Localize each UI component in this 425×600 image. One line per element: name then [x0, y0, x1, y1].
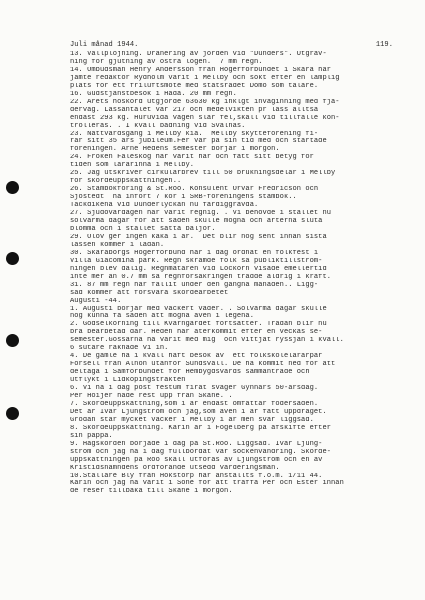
text-line: rar sitt 35 års jubileum.Fer var på sin tid med och startade	[70, 138, 327, 146]
text-line: plats för ett friluftsmöte med statsrådet Domö som talare.	[70, 82, 319, 90]
text-line: sin pappa.	[70, 432, 113, 440]
punch-hole	[6, 252, 19, 265]
text-line: jämte redaktör Rydholm varit i Mellby och sökt efter en lämplig	[70, 74, 340, 82]
text-line: för skördeuppskattningen..	[70, 178, 182, 186]
text-line: 22. Årets höskörd utgjorde 63630 kg inklgt inväginning med fjä-	[70, 98, 340, 106]
text-line: 9. Hägskörden började i dag på St.Roo. Liggsäd. Ivar Ljung-	[70, 440, 323, 448]
typed-text-body	[70, 42, 405, 496]
text-line: Augusti -44.	[70, 297, 122, 305]
text-line: 24. Fröken Faleskog har varit här och fått sitt betyg för	[70, 154, 314, 162]
text-line: blomma och i stället sätta baljor.	[70, 225, 216, 233]
text-line: 13. Vallplöjning. Dränering av jorden vid "Dunders". Utgräv-	[70, 51, 327, 58]
text-line: deltaga i Samförbundet för Hembygdsvårds sammanträde och	[70, 369, 310, 377]
text-line: nog kunna få säden att mogna även i legena.	[70, 313, 254, 321]
text-line: 27. Sjudovardagen har varit regnig. . Vi behövde i stället nu	[70, 210, 332, 218]
text-line: 25. Jag utskriver cirkulärbrev till 50 brukningsdelar i Mellby	[70, 170, 336, 178]
punch-hole	[6, 407, 19, 420]
text-line: trolleras. . I kväll badning vid Svalnäs.	[70, 122, 246, 130]
text-line: Villa Giacomina park. Regn skrämde folk så publiktillström-	[70, 257, 323, 265]
text-line: 4. De gamle ha i kväll haft besök av ett folkskolelärarpar	[70, 353, 323, 361]
text-line: utflykt i Lidköpingstrakten	[70, 377, 186, 385]
text-line: Forsell från Alnön utanför Sundsvall. De ha kommit ned för att	[70, 361, 336, 369]
text-line: Per Höijer hade rest upp från Skåne. .	[70, 392, 233, 400]
text-line: solvarma dagar för att säden skulle mogna och ärterna sluta	[70, 218, 323, 226]
text-line: 6 sutare räknade vi in.	[70, 345, 169, 353]
text-line: 16. Gudstjänstbesök i Håda. 20 mm regn.	[70, 90, 237, 98]
text-line: bra bearbetad där. Hedén har återkommit efter en veckas se-	[70, 329, 323, 337]
text-line: 2. Gödselkörning till Kvarngärdet fortsätter. Trädan blir nu	[70, 321, 327, 329]
text-line: 30. Skaraborgs Högerförbund har i dag ordnat en folkfest i	[70, 249, 319, 257]
text-line: säd kommer att försvåra skördearbetet	[70, 289, 229, 297]
text-line: föreningen. Arne Hedéns semester börjar i morgon.	[70, 146, 280, 154]
text-line: 1. Augusti börjar med vackert väder. . Solvarma dagar skulle	[70, 305, 327, 313]
text-line: 8. Skördeuppskattning. Karin är i Fogelberg på afskifte efter	[70, 424, 332, 432]
punch-hole	[6, 181, 19, 194]
punch-hole	[6, 334, 19, 347]
text-line: lassen kommer i ladan.	[70, 241, 165, 249]
text-line: ning för gjutning av östra logen. 7 mm regn.	[70, 58, 263, 66]
text-line: semester.Gossarna ha varit med mig och vittjat ryssjan i kväll.	[70, 337, 344, 345]
text-line: de reser tillbaka till Skåne i morgon.	[70, 488, 233, 496]
text-line: 7. Skördeuppskattning,som i år endast omfattar fodersäden.	[70, 400, 319, 408]
text-line: 23. Nattvardsgång i Mellby kia. Mellby skytteförening fi-	[70, 130, 319, 138]
text-line: 10.Stallare Bly från Hökstorp har anställts f.o.m. 1/11 44.	[70, 472, 323, 480]
text-line: ningen blev dålig. Regnmätaren vid Lockörn visade emellertid	[70, 265, 327, 273]
month-heading: Juli månad 1944.	[70, 41, 139, 49]
diary-entries	[70, 51, 405, 496]
page-number: 119.	[375, 41, 393, 49]
text-line: 14. Ombudsman Henry Andersson från Högerförbundet i Skara har	[70, 66, 332, 74]
text-line: endast 293 kg. Huruvida vägen slår fel,skall vid tillfälle kon-	[70, 114, 340, 122]
text-line: Täckdikena vid Dunderlyckan nu färdiggrävda.	[70, 202, 259, 210]
text-line: ström och jag ha i dag fullbordat vår sockenvandring. Skörde-	[70, 448, 332, 456]
text-line: Kristidsnämndens ordförande utsedd värderingsman.	[70, 464, 280, 472]
text-line: inte mer än 0.7 mm så regnförsäkringen trädde aldrig i kraft.	[70, 273, 332, 281]
text-line: derväg. Lassantalet var 217 och medelvikten pr lass alltså	[70, 106, 319, 114]
page-header	[70, 42, 405, 50]
text-line: Karin och jag ha varit i Söne för att träffa Per och Ester innan	[70, 480, 344, 488]
text-line: 31. 87 mm regn har fallit under den gångna månaden.. Ligg-	[70, 281, 319, 289]
text-line: uppskattningen på Roo skall utföras av Ljungström och en av	[70, 456, 323, 464]
text-line: 26. Stambokföring & St.Roo. Konsulent Orvar Fredricson och	[70, 186, 319, 194]
text-line: Det är Ivar Ljungström och jag,som även i år fått uppdraget.	[70, 408, 327, 416]
text-line: 6. Vi ha i dag post festum firat svåger Gynnars 50-årsdag.	[70, 385, 319, 393]
text-line: Sjöstedt ha infört 7 kor i SRB-föreningens stambok..	[70, 194, 297, 202]
text-line: 29. Olov ger ingen kaka i år. Det blir nog sent innan sista	[70, 233, 327, 241]
text-line: Grödan står mycket vacker i Mellby i år men svår liggsäd.	[70, 416, 314, 424]
text-line: tiden som lärarinna i Mellby.	[70, 162, 195, 170]
